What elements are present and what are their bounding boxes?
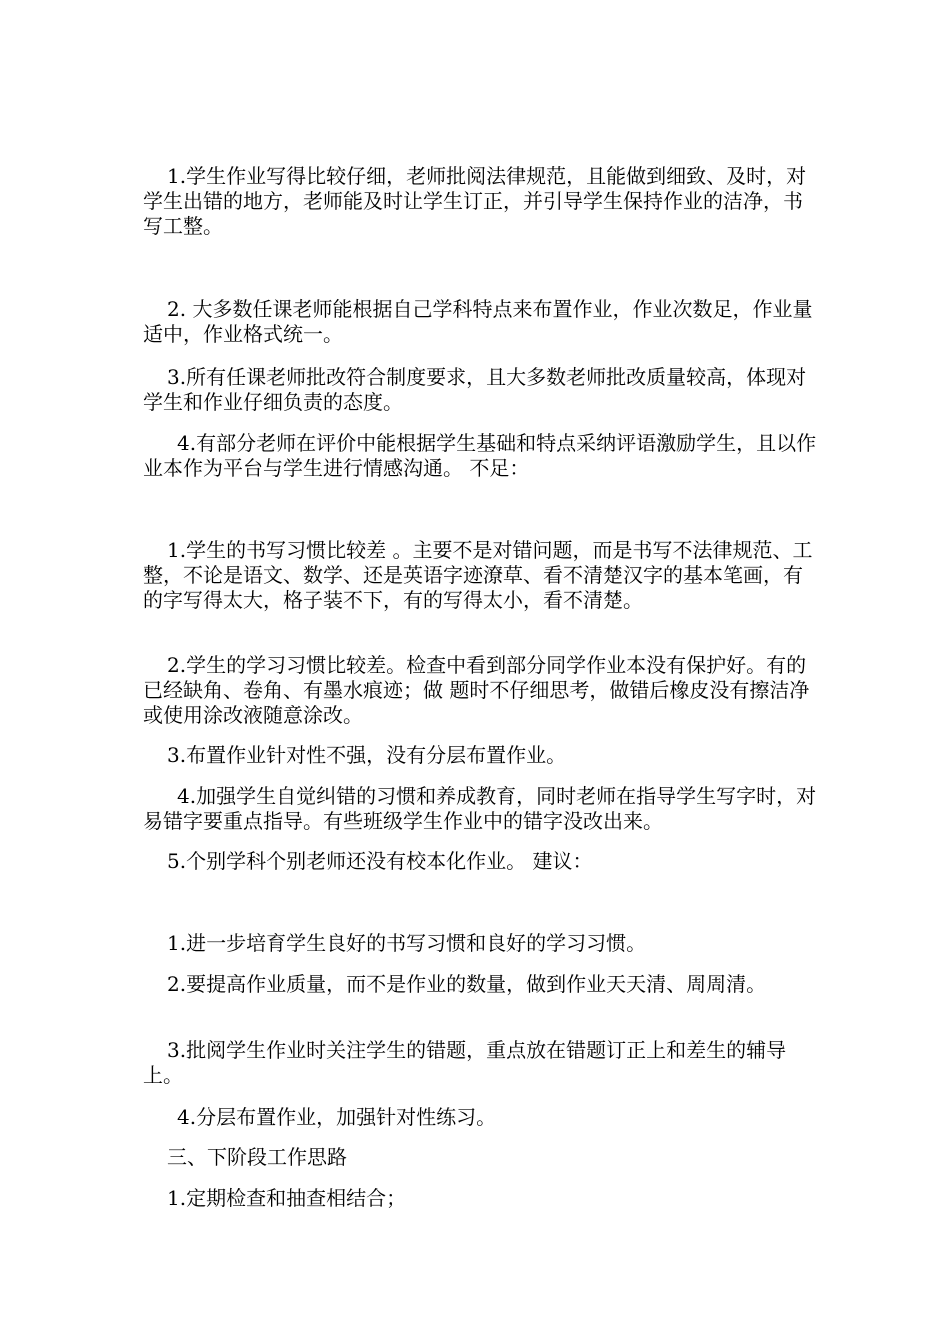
paragraph-10: 1.进一步培育学生良好的书写习惯和良好的学习习惯。 [167, 931, 647, 955]
paragraph-5: 1.学生的书写习惯比较差 。主要不是对错问题，而是书写不法律规范、工整，不论是语文、数学、还是英语字迹潦草、看不清楚汉字的基本笔画，有的字写得太大，格子装不下，有的写得太小，看不清楚。 [143, 538, 813, 612]
paragraph-6: 2.学生的学习习惯比较差。检查中看到部分同学作业本没有保护好。有的已经缺角、卷角、有墨水痕迹；做 题时不仔细思考，做错后橡皮没有擦洁净或使用涂改液随意涂改。 [143, 653, 810, 727]
paragraph-9: 5.个别学科个别老师还没有校本化作业。 建议： [167, 849, 593, 873]
paragraph-3: 3.所有任课老师批改符合制度要求，且大多数老师批改质量较高，体现对学生和作业仔细负责的态度。 [143, 365, 807, 414]
paragraph-12: 3.批阅学生作业时关注学生的错题，重点放在错题订正上和差生的辅导上。 [143, 1038, 787, 1087]
paragraph-11: 2.要提高作业质量，而不是作业的数量，做到作业天天清、周周清。 [167, 972, 767, 996]
paragraph-8: 4.加强学生自觉纠错的习惯和养成教育，同时老师在指导学生写字时，对易错字要重点指导。有些班级学生作业中的错字没改出来。 [143, 784, 817, 833]
paragraph-7: 3.布置作业针对性不强，没有分层布置作业。 [167, 743, 567, 767]
paragraph-15: 1.定期检查和抽查相结合； [167, 1186, 407, 1210]
paragraph-4: 4.有部分老师在评价中能根据学生基础和特点采纳评语激励学生，且以作业本作为平台与学生进行情感沟通。 不足： [143, 431, 817, 480]
section-heading: 三、下阶段工作思路 [167, 1145, 347, 1169]
paragraph-13: 4.分层布置作业，加强针对性练习。 [177, 1105, 497, 1129]
paragraph-1: 1.学生作业写得比较仔细，老师批阅法律规范，且能做到细致、及时，对学生出错的地方，老师能及时让学生订正，并引导学生保持作业的洁净，书写工整。 [143, 164, 807, 238]
paragraph-2: 2. 大多数任课老师能根据自己学科特点来布置作业，作业次数足，作业量适中，作业格式统一。 [143, 297, 813, 346]
